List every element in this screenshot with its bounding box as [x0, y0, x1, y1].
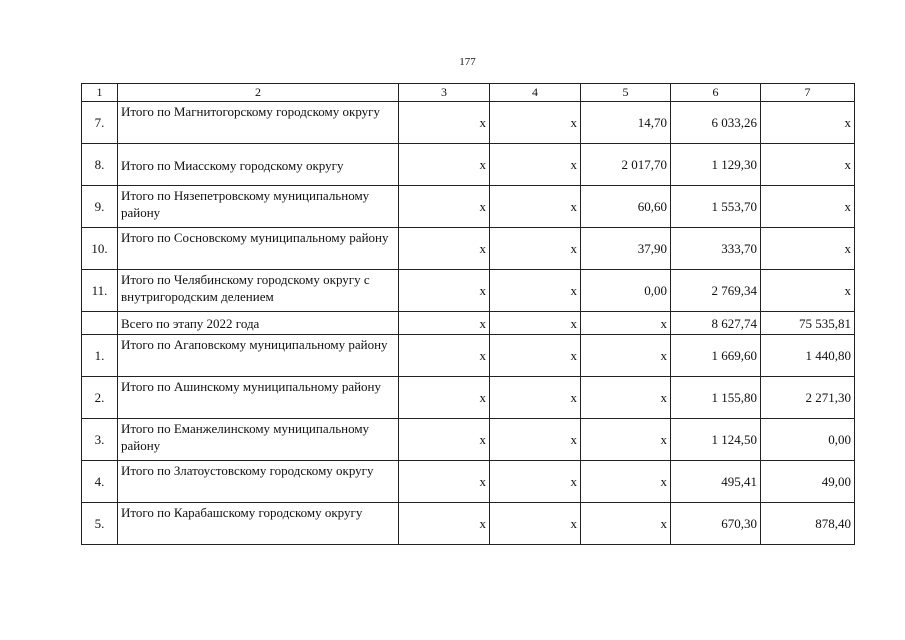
table-row: [82, 144, 855, 186]
cell-col6: 333,70: [671, 228, 761, 270]
data-table: [81, 83, 855, 545]
cell-col7: 1 440,80: [761, 335, 855, 377]
cell-col6: 1 124,50: [671, 419, 761, 461]
table-row: [82, 270, 855, 312]
row-number: 8.: [82, 144, 118, 186]
row-name: Итого по Карабашскому городскому округу: [118, 503, 399, 545]
cell-col6: 8 627,74: [671, 312, 761, 335]
cell-col7: 49,00: [761, 461, 855, 503]
cell-col6: 1 155,80: [671, 377, 761, 419]
cell-col7: х: [761, 186, 855, 228]
column-header: 5: [581, 84, 671, 102]
cell-col6: 2 769,34: [671, 270, 761, 312]
row-name: Итого по Сосновскому муниципальному району: [118, 228, 399, 270]
cell-col3: х: [399, 461, 490, 503]
row-number: 7.: [82, 102, 118, 144]
table-row: [82, 419, 855, 461]
cell-col3: х: [399, 228, 490, 270]
cell-col3: х: [399, 312, 490, 335]
cell-col7: 0,00: [761, 419, 855, 461]
cell-col4: х: [490, 186, 581, 228]
row-number: 1.: [82, 335, 118, 377]
column-header: 4: [490, 84, 581, 102]
cell-col7: х: [761, 270, 855, 312]
cell-col5: х: [581, 312, 671, 335]
table-row: [82, 102, 855, 144]
table-row: [82, 503, 855, 545]
row-name: Итого по Нязепетровскому муниципальному району: [118, 186, 399, 228]
row-name: Итого по Агаповскому муниципальному району: [118, 335, 399, 377]
cell-col4: х: [490, 335, 581, 377]
cell-col3: х: [399, 419, 490, 461]
row-name: Итого по Златоустовскому городскому округу: [118, 461, 399, 503]
cell-col3: х: [399, 377, 490, 419]
cell-col7: х: [761, 228, 855, 270]
table-row: [82, 461, 855, 503]
cell-col5: х: [581, 503, 671, 545]
cell-col4: х: [490, 461, 581, 503]
row-number: [82, 312, 118, 335]
cell-col6: 1 553,70: [671, 186, 761, 228]
cell-col3: х: [399, 102, 490, 144]
cell-col6: 670,30: [671, 503, 761, 545]
cell-col3: х: [399, 144, 490, 186]
cell-col3: х: [399, 335, 490, 377]
column-header: 1: [82, 84, 118, 102]
page-number: 177: [459, 56, 476, 68]
cell-col6: 495,41: [671, 461, 761, 503]
cell-col5: х: [581, 377, 671, 419]
row-name: Итого по Ашинскому муниципальному району: [118, 377, 399, 419]
cell-col6: 1 669,60: [671, 335, 761, 377]
cell-col7: х: [761, 102, 855, 144]
cell-col3: х: [399, 503, 490, 545]
cell-col4: х: [490, 144, 581, 186]
cell-col7: 75 535,81: [761, 312, 855, 335]
cell-col5: х: [581, 419, 671, 461]
cell-col5: 60,60: [581, 186, 671, 228]
cell-col4: х: [490, 503, 581, 545]
cell-col5: х: [581, 461, 671, 503]
row-number: 11.: [82, 270, 118, 312]
cell-col7: 2 271,30: [761, 377, 855, 419]
cell-col5: 2 017,70: [581, 144, 671, 186]
row-name: Итого по Магнитогорскому городскому округу: [118, 102, 399, 144]
column-header: 6: [671, 84, 761, 102]
table-header-row: [82, 84, 855, 102]
row-number: 10.: [82, 228, 118, 270]
row-name: Итого по Челябинскому городскому округу с внутригородским делением: [118, 270, 399, 312]
cell-col7: 878,40: [761, 503, 855, 545]
table-row: [82, 335, 855, 377]
row-number: 9.: [82, 186, 118, 228]
row-number: 5.: [82, 503, 118, 545]
cell-col3: х: [399, 270, 490, 312]
total-row: [82, 312, 855, 335]
cell-col4: х: [490, 270, 581, 312]
cell-col5: 14,70: [581, 102, 671, 144]
cell-col5: 0,00: [581, 270, 671, 312]
column-header: 3: [399, 84, 490, 102]
row-number: 4.: [82, 461, 118, 503]
cell-col4: х: [490, 228, 581, 270]
row-name: Итого по Миасскому городскому округу: [118, 144, 399, 186]
row-number: 2.: [82, 377, 118, 419]
row-number: 3.: [82, 419, 118, 461]
table-row: [82, 228, 855, 270]
cell-col5: х: [581, 335, 671, 377]
table-row: [82, 377, 855, 419]
cell-col5: 37,90: [581, 228, 671, 270]
cell-col4: х: [490, 312, 581, 335]
cell-col4: х: [490, 377, 581, 419]
column-header: 7: [761, 84, 855, 102]
cell-col6: 6 033,26: [671, 102, 761, 144]
cell-col7: х: [761, 144, 855, 186]
table-row: [82, 186, 855, 228]
cell-col6: 1 129,30: [671, 144, 761, 186]
column-header: 2: [118, 84, 399, 102]
cell-col3: х: [399, 186, 490, 228]
row-name: Всего по этапу 2022 года: [118, 312, 399, 335]
cell-col4: х: [490, 102, 581, 144]
row-name: Итого по Еманжелинскому муниципальному району: [118, 419, 399, 461]
cell-col4: х: [490, 419, 581, 461]
